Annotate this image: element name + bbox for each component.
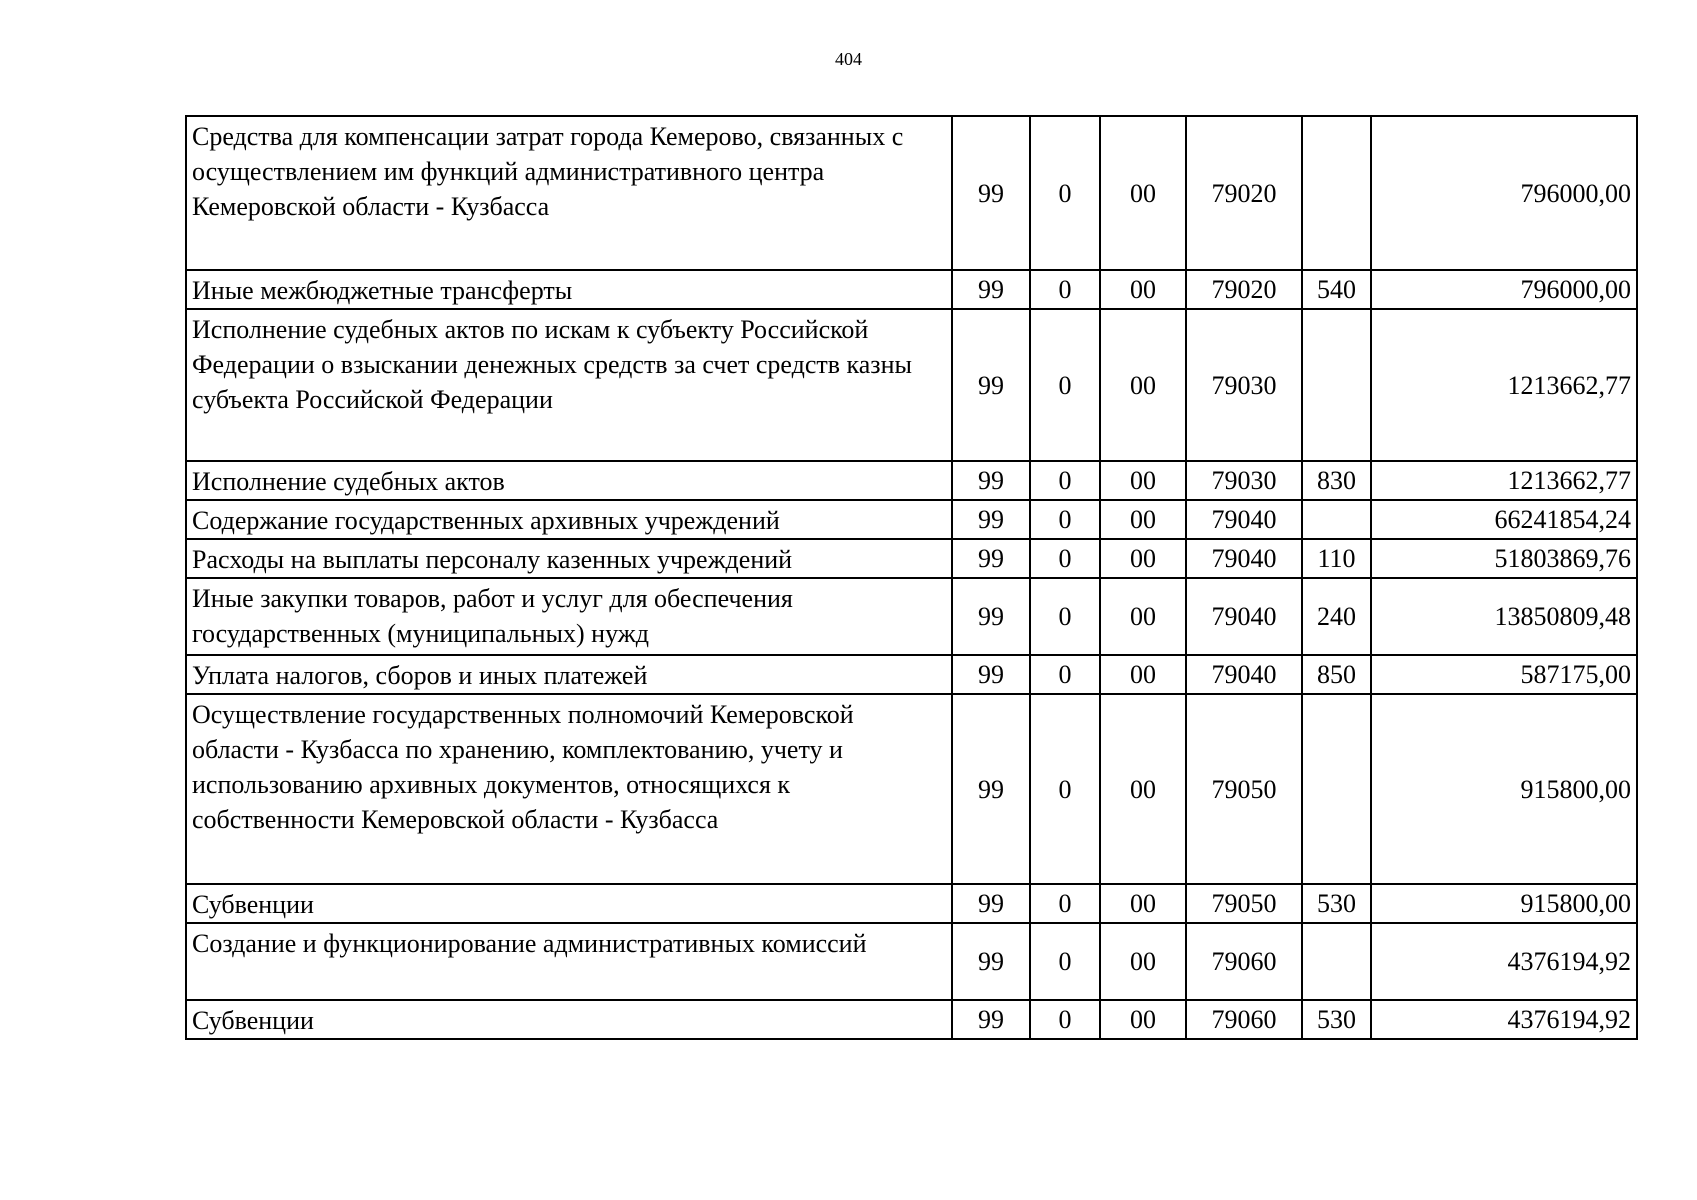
table-row: [186, 1000, 1637, 1039]
code-cell: 0: [1030, 116, 1100, 270]
code-cell: 530: [1302, 1000, 1371, 1039]
code-cell: 79060: [1186, 923, 1302, 1000]
table-row: [186, 539, 1637, 578]
code-cell: 240: [1302, 578, 1371, 655]
code-cell: [1302, 923, 1371, 1000]
code-cell: 99: [952, 1000, 1030, 1039]
code-cell: 0: [1030, 539, 1100, 578]
code-cell: 00: [1100, 116, 1186, 270]
expense-name: Исполнение судебных актов: [186, 461, 952, 500]
table-row: [186, 655, 1637, 694]
amount-cell: 1213662,77: [1371, 461, 1637, 500]
code-cell: 00: [1100, 270, 1186, 309]
code-cell: 00: [1100, 500, 1186, 539]
code-cell: 00: [1100, 923, 1186, 1000]
table-row: [186, 270, 1637, 309]
table-row: [186, 884, 1637, 923]
code-cell: 99: [952, 655, 1030, 694]
amount-cell: 1213662,77: [1371, 309, 1637, 461]
code-cell: 99: [952, 500, 1030, 539]
expense-name: Субвенции: [186, 884, 952, 923]
page-number: 404: [835, 49, 862, 69]
code-cell: 0: [1030, 655, 1100, 694]
code-cell: 99: [952, 539, 1030, 578]
code-cell: 79030: [1186, 309, 1302, 461]
code-cell: 79040: [1186, 500, 1302, 539]
amount-cell: 66241854,24: [1371, 500, 1637, 539]
code-cell: 0: [1030, 923, 1100, 1000]
code-cell: 99: [952, 923, 1030, 1000]
expense-name: Иные закупки товаров, работ и услуг для обеспечения государственных (муниципальных) нужд: [186, 578, 952, 655]
code-cell: [1302, 500, 1371, 539]
code-cell: 79050: [1186, 884, 1302, 923]
amount-cell: 4376194,92: [1371, 923, 1637, 1000]
code-cell: 830: [1302, 461, 1371, 500]
code-cell: 0: [1030, 500, 1100, 539]
code-cell: 79020: [1186, 116, 1302, 270]
code-cell: 850: [1302, 655, 1371, 694]
code-cell: 79050: [1186, 694, 1302, 884]
code-cell: 99: [952, 578, 1030, 655]
amount-cell: 587175,00: [1371, 655, 1637, 694]
code-cell: 79030: [1186, 461, 1302, 500]
code-cell: 0: [1030, 884, 1100, 923]
code-cell: 79020: [1186, 270, 1302, 309]
amount-cell: 13850809,48: [1371, 578, 1637, 655]
code-cell: 110: [1302, 539, 1371, 578]
code-cell: 79040: [1186, 578, 1302, 655]
table-row: [186, 309, 1637, 461]
amount-cell: 796000,00: [1371, 116, 1637, 270]
code-cell: 00: [1100, 1000, 1186, 1039]
table-row: [186, 500, 1637, 539]
expense-name: Создание и функционирование административных комиссий: [186, 923, 952, 1000]
expense-name: Исполнение судебных актов по искам к субъекту Российской Федерации о взыскании денежных средств за счет средств казны субъекта Российской Федерации: [186, 309, 952, 461]
code-cell: 79040: [1186, 539, 1302, 578]
code-cell: 99: [952, 309, 1030, 461]
code-cell: 00: [1100, 655, 1186, 694]
code-cell: 99: [952, 461, 1030, 500]
code-cell: 00: [1100, 578, 1186, 655]
amount-cell: 915800,00: [1371, 884, 1637, 923]
code-cell: 00: [1100, 309, 1186, 461]
amount-cell: 4376194,92: [1371, 1000, 1637, 1039]
code-cell: 0: [1030, 461, 1100, 500]
code-cell: 99: [952, 884, 1030, 923]
code-cell: 99: [952, 694, 1030, 884]
code-cell: [1302, 694, 1371, 884]
code-cell: 530: [1302, 884, 1371, 923]
table-row: [186, 923, 1637, 1000]
code-cell: 79040: [1186, 655, 1302, 694]
code-cell: 79060: [1186, 1000, 1302, 1039]
table-row: [186, 461, 1637, 500]
code-cell: 00: [1100, 539, 1186, 578]
code-cell: 0: [1030, 694, 1100, 884]
code-cell: 0: [1030, 578, 1100, 655]
table-row: [186, 694, 1637, 884]
expense-name: Средства для компенсации затрат города Кемерово, связанных с осуществлением им функций административного центра Кемеровской области - Кузбасса: [186, 116, 952, 270]
amount-cell: 796000,00: [1371, 270, 1637, 309]
code-cell: 99: [952, 116, 1030, 270]
expense-name: Субвенции: [186, 1000, 952, 1039]
expense-name: Содержание государственных архивных учреждений: [186, 500, 952, 539]
code-cell: 0: [1030, 309, 1100, 461]
expense-name: Уплата налогов, сборов и иных платежей: [186, 655, 952, 694]
amount-cell: 51803869,76: [1371, 539, 1637, 578]
code-cell: [1302, 309, 1371, 461]
code-cell: 0: [1030, 1000, 1100, 1039]
code-cell: 0: [1030, 270, 1100, 309]
code-cell: 00: [1100, 694, 1186, 884]
expense-name: Осуществление государственных полномочий Кемеровской области - Кузбасса по хранению, комплектованию, учету и использованию архивных документов, относящихся к собственности Кемеровской области - Кузбасса: [186, 694, 952, 884]
code-cell: 00: [1100, 884, 1186, 923]
budget-table: [185, 115, 1638, 1040]
code-cell: 99: [952, 270, 1030, 309]
table-row: [186, 116, 1637, 270]
code-cell: [1302, 116, 1371, 270]
code-cell: 540: [1302, 270, 1371, 309]
amount-cell: 915800,00: [1371, 694, 1637, 884]
expense-name: Расходы на выплаты персоналу казенных учреждений: [186, 539, 952, 578]
table-row: [186, 578, 1637, 655]
expense-name: Иные межбюджетные трансферты: [186, 270, 952, 309]
code-cell: 00: [1100, 461, 1186, 500]
